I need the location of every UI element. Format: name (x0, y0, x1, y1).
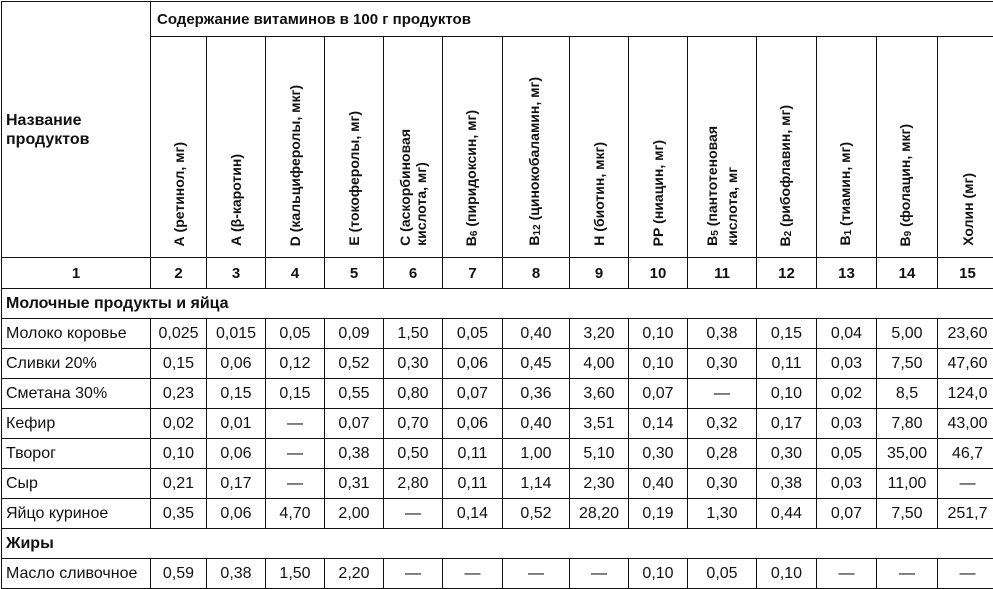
vitamin-value-cell: 0,06 (443, 409, 503, 439)
vitamin-value-cell: 0,40 (503, 409, 570, 439)
column-number: 11 (688, 258, 757, 289)
vitamin-value-cell: 0,04 (817, 319, 877, 349)
column-number: 3 (207, 258, 266, 289)
table-row (2, 409, 993, 439)
column-header-line (397, 129, 413, 246)
vitamin-value-cell: 0,38 (325, 439, 384, 469)
vitamin-name: (ниацин, мг) (650, 140, 666, 228)
vitamin-value-cell: 0,05 (266, 319, 325, 349)
vitamin-value-cell: 0,15 (151, 349, 207, 379)
vitamin-value-cell: 47,60 (938, 349, 993, 379)
vitamin-value-cell: 0,38 (688, 319, 757, 349)
column-number: 4 (266, 258, 325, 289)
vitamin-value-cell: 0,30 (629, 439, 688, 469)
product-name-header: Название продуктов (2, 2, 151, 258)
vitamin-value-cell: 0,06 (207, 499, 266, 529)
vitamin-table (1, 1, 993, 589)
vitamin-letter: А (228, 236, 244, 246)
vitamin-value-cell: 1,30 (688, 499, 757, 529)
column-number: 10 (629, 258, 688, 289)
vitamin-value-cell: 0,01 (207, 409, 266, 439)
vitamin-letter: В (777, 236, 793, 246)
column-number: 14 (877, 258, 938, 289)
vitamin-column-header (503, 37, 570, 258)
vitamin-letter: Е (346, 237, 362, 246)
column-header-line (837, 142, 853, 246)
vitamin-name-line2: кислота, мг (724, 167, 740, 246)
vitamin-name: (токоферолы, мг) (346, 111, 362, 236)
vitamin-value-cell: 0,21 (151, 469, 207, 499)
vitamin-value-cell: 0,80 (384, 379, 443, 409)
vitamin-value-cell: 0,03 (817, 349, 877, 379)
vitamin-value-cell: 0,10 (757, 379, 817, 409)
column-header-line (228, 154, 244, 246)
vitamin-value-cell: 0,03 (817, 469, 877, 499)
column-header-line (650, 140, 666, 246)
product-name: Творог (2, 439, 151, 469)
vitamin-value-cell: 0,30 (688, 469, 757, 499)
column-numbers-row (2, 258, 993, 289)
vitamin-value-cell: 0,06 (207, 439, 266, 469)
vitamin-value-cell: 3,20 (570, 319, 629, 349)
vitamin-value-cell: — (688, 379, 757, 409)
table-row (2, 439, 993, 469)
product-name: Сыр (2, 469, 151, 499)
vitamin-value-cell: 0,50 (384, 439, 443, 469)
product-name: Яйцо куриное (2, 499, 151, 529)
vitamin-value-cell: 0,55 (325, 379, 384, 409)
vitamin-value-cell: 7,50 (877, 349, 938, 379)
vitamin-value-cell: 1,14 (503, 469, 570, 499)
vitamin-letter: В (463, 236, 479, 246)
vitamin-value-cell: 0,15 (266, 379, 325, 409)
vitamin-value-cell: 0,06 (207, 349, 266, 379)
vitamin-value-cell: — (938, 469, 993, 499)
vitamin-value-cell: 0,07 (443, 379, 503, 409)
column-number: 7 (443, 258, 503, 289)
vitamin-value-cell: 5,00 (877, 319, 938, 349)
vitamin-value-cell: 0,35 (151, 499, 207, 529)
vitamin-value-cell: 1,50 (266, 559, 325, 589)
vitamin-value-cell: 2,00 (325, 499, 384, 529)
vitamin-value-cell: 0,52 (325, 349, 384, 379)
vitamin-value-cell: 0,06 (443, 349, 503, 379)
vitamin-value-cell: 4,70 (266, 499, 325, 529)
vitamin-column-headers (2, 37, 993, 258)
vitamin-value-cell: 0,11 (757, 349, 817, 379)
vitamin-value-cell: 0,31 (325, 469, 384, 499)
vitamin-letter: А (171, 236, 187, 246)
vitamin-value-cell: 0,02 (817, 379, 877, 409)
vitamin-value-cell: — (266, 469, 325, 499)
section-header-row (2, 529, 993, 559)
vitamin-column-header (817, 37, 877, 258)
section-title: Молочные продукты и яйца (2, 289, 993, 319)
vitamin-value-cell: — (384, 559, 443, 589)
vitamin-value-cell: 0,70 (384, 409, 443, 439)
vitamin-value-cell: 0,05 (688, 559, 757, 589)
vitamin-value-cell: 0,09 (325, 319, 384, 349)
vitamin-column-header (443, 37, 503, 258)
vitamin-value-cell: 0,19 (629, 499, 688, 529)
vitamin-subscript: 5 (710, 230, 721, 236)
vitamin-value-cell: 0,10 (629, 349, 688, 379)
vitamin-subscript: 6 (468, 230, 479, 236)
column-number: 8 (503, 258, 570, 289)
vitamin-value-cell: 0,07 (325, 409, 384, 439)
vitamin-value-cell: 0,05 (817, 439, 877, 469)
column-number: 12 (757, 258, 817, 289)
vitamin-value-cell: 0,11 (443, 439, 503, 469)
vitamin-value-cell: 0,38 (207, 559, 266, 589)
vitamin-subscript: 2 (782, 230, 793, 236)
vitamin-value-cell: 0,10 (629, 559, 688, 589)
vitamin-column-header (325, 37, 384, 258)
vitamin-letter: В (897, 236, 913, 246)
vitamin-column-header (151, 37, 207, 258)
vitamin-column-header (384, 37, 443, 258)
vitamin-value-cell: 0,12 (266, 349, 325, 379)
vitamin-value-cell: 0,30 (757, 439, 817, 469)
column-header-line (704, 126, 720, 246)
vitamin-value-cell: 0,40 (629, 469, 688, 499)
table-row (2, 499, 993, 529)
vitamin-value-cell: 2,80 (384, 469, 443, 499)
vitamin-value-cell: 5,10 (570, 439, 629, 469)
vitamin-value-cell: 1,50 (384, 319, 443, 349)
vitamin-value-cell: 0,05 (443, 319, 503, 349)
column-header-line (526, 77, 542, 246)
product-name: Молоко коровье (2, 319, 151, 349)
vitamin-name: (β-каротин) (228, 154, 244, 236)
column-number: 9 (570, 258, 629, 289)
vitamin-value-cell: 0,44 (757, 499, 817, 529)
vitamin-value-cell: 3,51 (570, 409, 629, 439)
table-row (2, 319, 993, 349)
vitamin-value-cell: 2,30 (570, 469, 629, 499)
vitamin-value-cell: 0,15 (757, 319, 817, 349)
product-name: Сливки 20% (2, 349, 151, 379)
column-number: 2 (151, 258, 207, 289)
column-header-line (171, 142, 187, 246)
vitamin-value-cell: 28,20 (570, 499, 629, 529)
vitamin-value-cell: 0,03 (817, 409, 877, 439)
vitamin-value-cell: 7,50 (877, 499, 938, 529)
vitamin-value-cell: 0,30 (688, 349, 757, 379)
vitamin-value-cell: — (570, 559, 629, 589)
vitamin-column-header (207, 37, 266, 258)
vitamin-letter: В (704, 236, 720, 246)
vitamin-value-cell: 23,60 (938, 319, 993, 349)
vitamin-name: (рибофлавин, мг) (777, 105, 793, 231)
vitamin-value-cell: 0,38 (757, 469, 817, 499)
column-number: 5 (325, 258, 384, 289)
vitamin-value-cell: 0,14 (443, 499, 503, 529)
vitamin-column-header (938, 37, 993, 258)
vitamin-value-cell: 0,10 (757, 559, 817, 589)
vitamin-value-cell: 0,015 (207, 319, 266, 349)
vitamin-value-cell: 0,30 (384, 349, 443, 379)
vitamin-name: (кальциферолы, мкг) (287, 85, 303, 236)
vitamin-letter: Холин (мг) (960, 173, 976, 246)
vitamin-value-cell: — (266, 439, 325, 469)
column-header-line (777, 105, 793, 246)
vitamin-column-header (266, 37, 325, 258)
section-title: Жиры (2, 529, 993, 559)
vitamin-column-header (877, 37, 938, 258)
table-row (2, 349, 993, 379)
vitamin-letter: В (837, 236, 853, 246)
vitamin-value-cell: — (266, 409, 325, 439)
vitamin-value-cell: 0,025 (151, 319, 207, 349)
section-header-row (2, 289, 993, 319)
vitamin-letter: РР (650, 227, 666, 246)
vitamin-value-cell: 1,00 (503, 439, 570, 469)
vitamin-value-cell: 0,45 (503, 349, 570, 379)
vitamin-value-cell: 11,00 (877, 469, 938, 499)
vitamin-value-cell: 0,28 (688, 439, 757, 469)
vitamin-name: (тиамин, мг) (837, 142, 853, 230)
vitamin-value-cell: 124,0 (938, 379, 993, 409)
column-header-line (897, 124, 913, 247)
vitamin-value-cell: 35,00 (877, 439, 938, 469)
vitamin-value-cell: 0,36 (503, 379, 570, 409)
vitamin-value-cell: 0,40 (503, 319, 570, 349)
vitamin-value-cell: 0,07 (629, 379, 688, 409)
vitamin-value-cell: 46,7 (938, 439, 993, 469)
vitamin-value-cell: 0,14 (629, 409, 688, 439)
vitamin-column-header (570, 37, 629, 258)
vitamin-value-cell: 8,5 (877, 379, 938, 409)
vitamin-value-cell: 0,02 (151, 409, 207, 439)
vitamin-name: (ретинол, мг) (171, 142, 187, 236)
column-header-line (463, 110, 479, 246)
product-name: Сметана 30% (2, 379, 151, 409)
column-number: 13 (817, 258, 877, 289)
vitamin-value-cell: 0,07 (817, 499, 877, 529)
vitamin-value-cell: 0,17 (207, 469, 266, 499)
vitamin-value-cell: — (938, 559, 993, 589)
column-header-line (960, 173, 976, 246)
vitamin-name: (биотин, мкг) (591, 142, 607, 236)
vitamin-name: (фолацин, мкг) (897, 124, 913, 231)
vitamin-value-cell: 2,20 (325, 559, 384, 589)
vitamin-value-cell: 0,32 (688, 409, 757, 439)
table-body (2, 289, 993, 589)
column-header-line (346, 111, 362, 246)
vitamin-column-header (757, 37, 817, 258)
column-header-line (591, 142, 607, 246)
product-name: Масло сливочное (2, 559, 151, 589)
vitamin-letter: В (526, 236, 542, 246)
vitamin-name: (цинокобаламин, мг) (526, 77, 542, 224)
vitamin-value-cell: 0,11 (443, 469, 503, 499)
vitamin-subscript: 12 (532, 225, 543, 236)
vitamin-value-cell: 251,7 (938, 499, 993, 529)
column-number: 15 (938, 258, 993, 289)
vitamin-letter: Н (591, 236, 607, 246)
vitamin-value-cell: 0,15 (207, 379, 266, 409)
column-header-line (287, 85, 303, 246)
vitamin-value-cell: 0,23 (151, 379, 207, 409)
vitamin-value-cell: 0,17 (757, 409, 817, 439)
vitamin-value-cell: — (443, 559, 503, 589)
vitamin-value-cell: 0,59 (151, 559, 207, 589)
vitamin-value-cell: — (503, 559, 570, 589)
vitamin-value-cell: — (817, 559, 877, 589)
column-number: 1 (2, 258, 151, 289)
vitamin-name: (пантотеновая (704, 126, 720, 230)
column-number: 6 (384, 258, 443, 289)
vitamin-value-cell: 4,00 (570, 349, 629, 379)
product-name: Кефир (2, 409, 151, 439)
vitamin-letter: С (397, 236, 413, 246)
vitamin-value-cell: 0,10 (151, 439, 207, 469)
vitamin-letter: D (287, 236, 303, 246)
vitamin-name-line2: кислота, мг) (413, 162, 429, 246)
vitamin-column-header (629, 37, 688, 258)
vitamin-group-header: Содержание витаминов в 100 г продуктов (151, 2, 993, 37)
vitamin-name: (пиридоксин, мг) (463, 110, 479, 231)
vitamin-value-cell: 7,80 (877, 409, 938, 439)
table-row (2, 559, 993, 589)
vitamin-subscript: 9 (903, 230, 914, 236)
table-row (2, 379, 993, 409)
vitamin-value-cell: 0,52 (503, 499, 570, 529)
vitamin-value-cell: — (384, 499, 443, 529)
vitamin-value-cell: — (877, 559, 938, 589)
vitamin-value-cell: 0,10 (629, 319, 688, 349)
vitamin-column-header (688, 37, 757, 258)
table-row (2, 469, 993, 499)
vitamin-value-cell: 43,00 (938, 409, 993, 439)
vitamin-value-cell: 3,60 (570, 379, 629, 409)
vitamin-name: (аскорбиновая (397, 129, 413, 236)
vitamin-subscript: 1 (842, 230, 853, 236)
